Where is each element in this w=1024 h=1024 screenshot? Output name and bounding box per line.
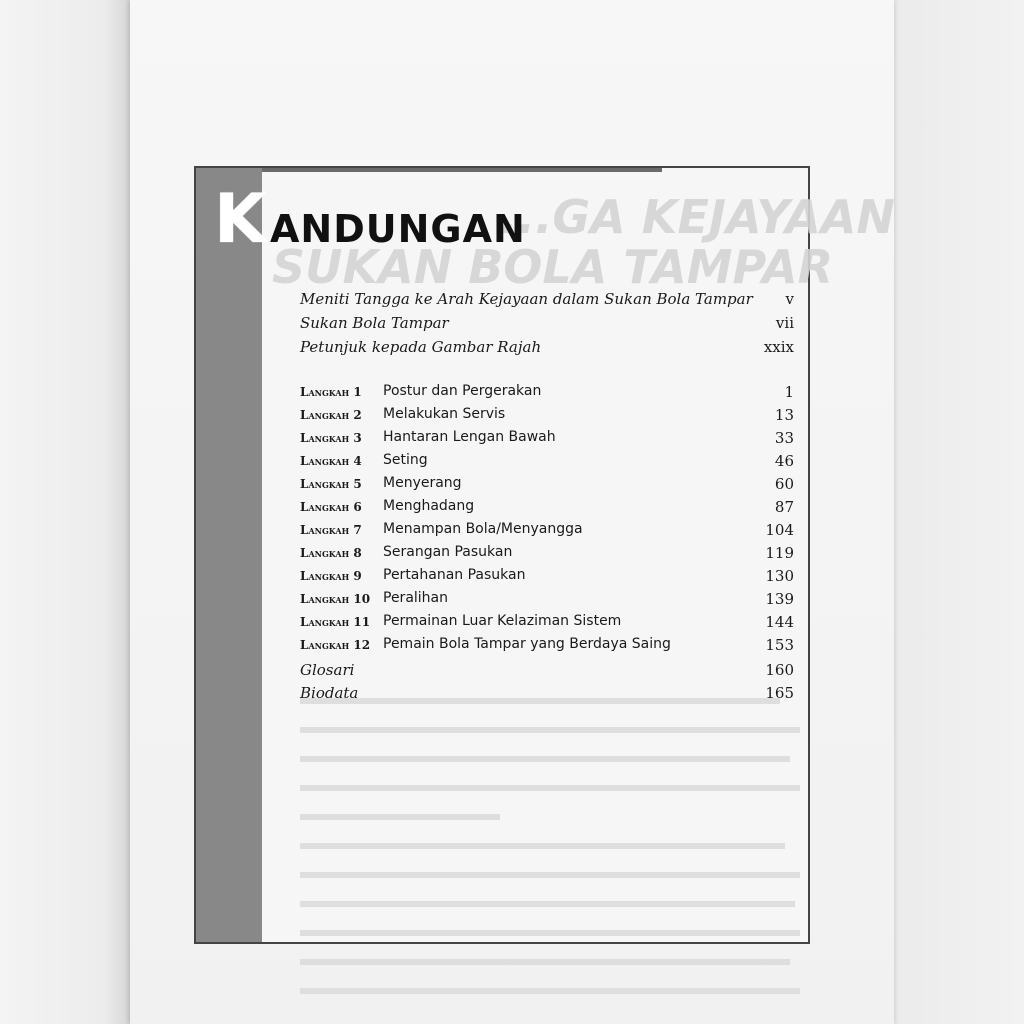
toc-entry-title: Glosari [300,661,355,679]
chapter-label: Langkah 2 [300,408,362,422]
chapter-label: Langkah 1 [300,385,362,399]
chapter-title: Menghadang [383,498,475,514]
chapter-page: 104 [765,521,794,539]
chapter-label: Langkah 4 [300,454,362,468]
chapter-page: 13 [774,406,794,424]
watermark-line-1: ...GA KEJAYAAN [500,190,895,244]
chapter-title: Serangan Pasukan [383,544,513,560]
chapter-label: Langkah 7 [300,523,362,537]
toc-chapter-row[interactable] [300,567,794,590]
toc-chapter-row[interactable] [300,636,794,659]
watermark-line-2: SUKAN BOLA TAMPAR [272,240,834,294]
chapter-label: Langkah 9 [300,569,362,583]
chapter-title: Seting [383,452,428,468]
chapter-page: 33 [774,429,794,447]
toc-entry-title: Meniti Tangga ke Arah Kejayaan dalam Sukan Bola Tampar [300,290,753,308]
chapter-page: 119 [765,544,794,562]
chapter-title: Pemain Bola Tampar yang Berdaya Saing [383,636,671,652]
chapter-title: Pertahanan Pasukan [383,567,526,583]
chapter-page: 87 [774,498,794,516]
toc-chapter-row[interactable] [300,613,794,636]
toc-chapter-row[interactable] [300,475,794,498]
chapter-label: Langkah 5 [300,477,362,491]
toc-top-strip [262,168,662,172]
chapter-title: Postur dan Pergerakan [383,383,542,399]
toc-chapter-row[interactable] [300,452,794,475]
toc-entry-title: Sukan Bola Tampar [300,314,449,332]
chapter-page: 130 [765,567,794,585]
chapter-title: Hantaran Lengan Bawah [383,429,556,445]
chapter-label: Langkah 6 [300,500,362,514]
background-right [894,0,1024,1024]
toc-entry[interactable] [300,290,794,314]
toc-chapter-row[interactable] [300,383,794,406]
heading-text: ANDUNGAN [270,207,526,251]
chapter-label: Langkah 10 [300,592,371,606]
toc-entry-title: Biodata [300,684,359,702]
chapter-title: Melakukan Servis [383,406,506,422]
background-left [0,0,130,1024]
toc-chapter-row[interactable] [300,498,794,521]
toc-entry[interactable] [300,661,794,684]
chapter-page: 144 [765,613,794,631]
toc-chapter-row[interactable] [300,521,794,544]
chapter-label: Langkah 12 [300,638,371,652]
chapter-page: 46 [774,452,794,470]
chapter-label: Langkah 11 [300,615,371,629]
toc-entry-page: 160 [765,661,794,679]
toc-side-bar [196,168,262,942]
chapter-page: 153 [765,636,794,654]
show-through-text [300,690,800,1009]
chapter-label: Langkah 8 [300,546,362,560]
chapter-page: 139 [765,590,794,608]
toc-entry-page: vii [775,314,794,332]
toc-entry-page: xxix [763,338,794,356]
toc-entry-page: 165 [765,684,794,702]
toc-entry-page: v [785,290,794,308]
toc-chapter-row[interactable] [300,544,794,567]
chapter-title: Permainan Luar Kelaziman Sistem [383,613,622,629]
toc-entry-title: Petunjuk kepada Gambar Rajah [300,338,542,356]
chapter-title: Peralihan [383,590,448,606]
chapter-page: 60 [774,475,794,493]
toc-entry[interactable] [300,684,794,707]
heading-initial: K [214,180,267,259]
toc-chapter-row[interactable] [300,429,794,452]
toc-chapter-row[interactable] [300,590,794,613]
chapter-title: Menampan Bola/Menyangga [383,521,583,537]
toc-entry[interactable] [300,314,794,338]
toc-entry[interactable] [300,338,794,362]
chapter-title: Menyerang [383,475,462,491]
toc-chapter-row[interactable] [300,406,794,429]
chapter-page: 1 [784,383,794,401]
chapter-label: Langkah 3 [300,431,362,445]
